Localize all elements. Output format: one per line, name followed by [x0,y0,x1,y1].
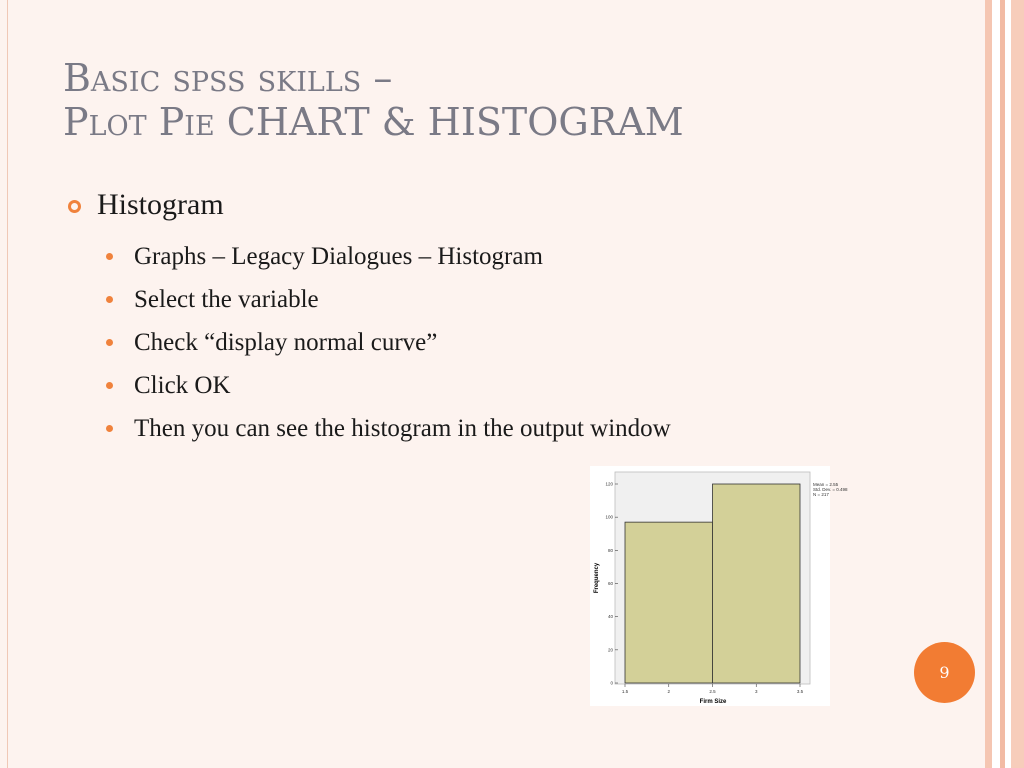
y-tick-label: 60 [607,581,613,586]
page-number: 9 [939,663,950,682]
x-tick-label: 2 [667,689,671,694]
x-tick-label: 1.5 [621,689,629,694]
sub-bullet [106,407,671,450]
sub-bullet [106,321,671,364]
y-tick-label: 120 [605,481,613,487]
title-line-2-smallcaps: Plot Pie [63,100,215,144]
x-tick-label: 3 [754,689,758,694]
sub-bullet-text: Check “display normal curve” [134,328,438,356]
y-axis-label: Frequency [594,562,600,594]
bullet-histogram [68,188,224,222]
dot-bullet-icon [106,339,113,346]
right-stripe [1011,0,1024,768]
bullet-text: Histogram [97,188,224,221]
sub-bullet-text: Click OK [134,371,231,399]
dot-bullet-icon [106,253,113,260]
histogram-svg [590,466,848,706]
histogram-bar-1 [625,522,713,683]
y-tick-label: 100 [605,514,613,520]
dot-bullet-icon [106,425,113,432]
y-tick-label: 0 [610,680,613,686]
histogram-chart [590,466,848,706]
sub-bullet-list [106,235,671,450]
right-stripe [992,0,1000,768]
page-number-badge [914,642,975,703]
y-tick-label: 80 [607,547,613,553]
title-line-2-caps: CHART & HISTOGRAM [214,100,684,144]
right-stripe [985,0,992,768]
left-border-line [7,0,8,768]
title-line-1: Basic spss skills – [63,56,393,100]
x-tick-label: 2.5 [709,689,716,694]
sub-bullet-text: Select the variable [134,285,319,313]
ring-bullet-icon [68,200,81,213]
sub-bullet [106,235,671,278]
legend-entry: Std. Dev. = 0.498 [813,487,848,492]
legend-entry: N = 217 [813,492,829,497]
x-tick-label: 3.5 [796,689,804,694]
legend-entry: Mean = 2.55 [813,482,839,487]
sub-bullet-text: Then you can see the histogram in the output window [134,414,671,442]
dot-bullet-icon [106,382,113,389]
sub-bullet [106,364,671,407]
y-tick-label: 20 [607,647,613,653]
x-axis-label: Firm Size [699,699,727,705]
dot-bullet-icon [106,296,113,303]
sub-bullet [106,278,671,321]
slide-title [63,56,684,144]
histogram-bar-2 [713,484,801,683]
sub-bullet-text: Graphs – Legacy Dialogues – Histogram [134,242,543,270]
y-tick-label: 40 [607,614,613,620]
